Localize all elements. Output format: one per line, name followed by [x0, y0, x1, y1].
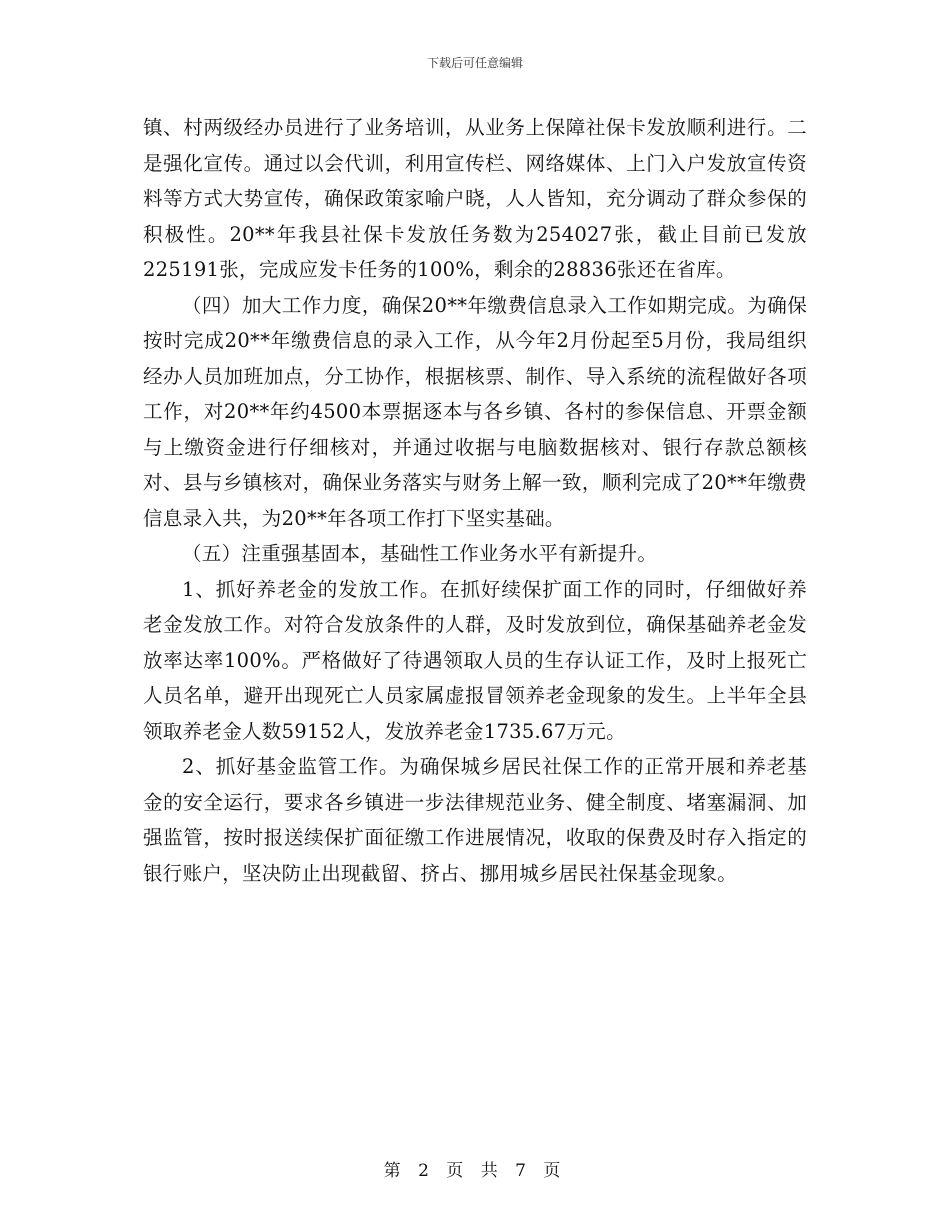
page-header: 下载后可任意编辑: [426, 56, 523, 70]
document-body: [143, 110, 807, 891]
paragraph-section-4: （四）加大工作力度，确保20**年缴费信息录入工作如期完成。为确保按时完成20**年缴费信息的录入工作，从今年2月份起至5月份，我局组织经办人员加班加点，分工协作，根据核票、制作、导入系统的流程做好各项工作，对20**年约4500本票据逐本与各乡镇、各村的参保信息、开票金额与上缴资金进行仔细核对，并通过收据与电脑数据核对、银行存款总额核对、县与乡镇核对，确保业务落实与财务上解一致，顺利完成了20**年缴费信息录入共，为20**年各项工作打下坚实基础。: [143, 293, 807, 530]
paragraph-section-5-heading: （五）注重强基固本，基础性工作业务水平有新提升。: [182, 542, 658, 565]
paragraph-item-1: 1、抓好养老金的发放工作。在抓好续保扩面工作的同时，仔细做好养老金发放工作。对符合发放条件的人群，及时发放到位，确保基础养老金发放率达率100%。严格做好了待遇领取人员的生存认证工作，及时上报死亡人员名单，避开出现死亡人员家属虚报冒领养老金现象的发生。上半年全县领取养老金人数59152人，发放养老金1735.67万元。: [143, 577, 807, 743]
paragraph-item-2: 2、抓好基金监管工作。为确保城乡居民社保工作的正常开展和养老基金的安全运行，要求各乡镇进一步法律规范业务、健全制度、堵塞漏洞、加强监管，按时报送续保扩面征缴工作进展情况，收取的保费及时存入指定的银行账户，坚决防止出现截留、挤占、挪用城乡居民社保基金现象。: [143, 755, 807, 885]
paragraph-continuation: 镇、村两级经办员进行了业务培训，从业务上保障社保卡发放顺利进行。二是强化宣传。通过以会代训，利用宣传栏、网络媒体、上门入户发放宣传资料等方式大势宣传，确保政策家喻户晓，人人皆知，充分调动了群众参保的积极性。20**年我县社保卡发放任务数为254027张，截止目前已发放225191张，完成应发卡任务的100%，剩余的28836张还在省库。: [143, 116, 807, 281]
page-number-footer: 第 2 页 共 7 页: [383, 1161, 567, 1181]
